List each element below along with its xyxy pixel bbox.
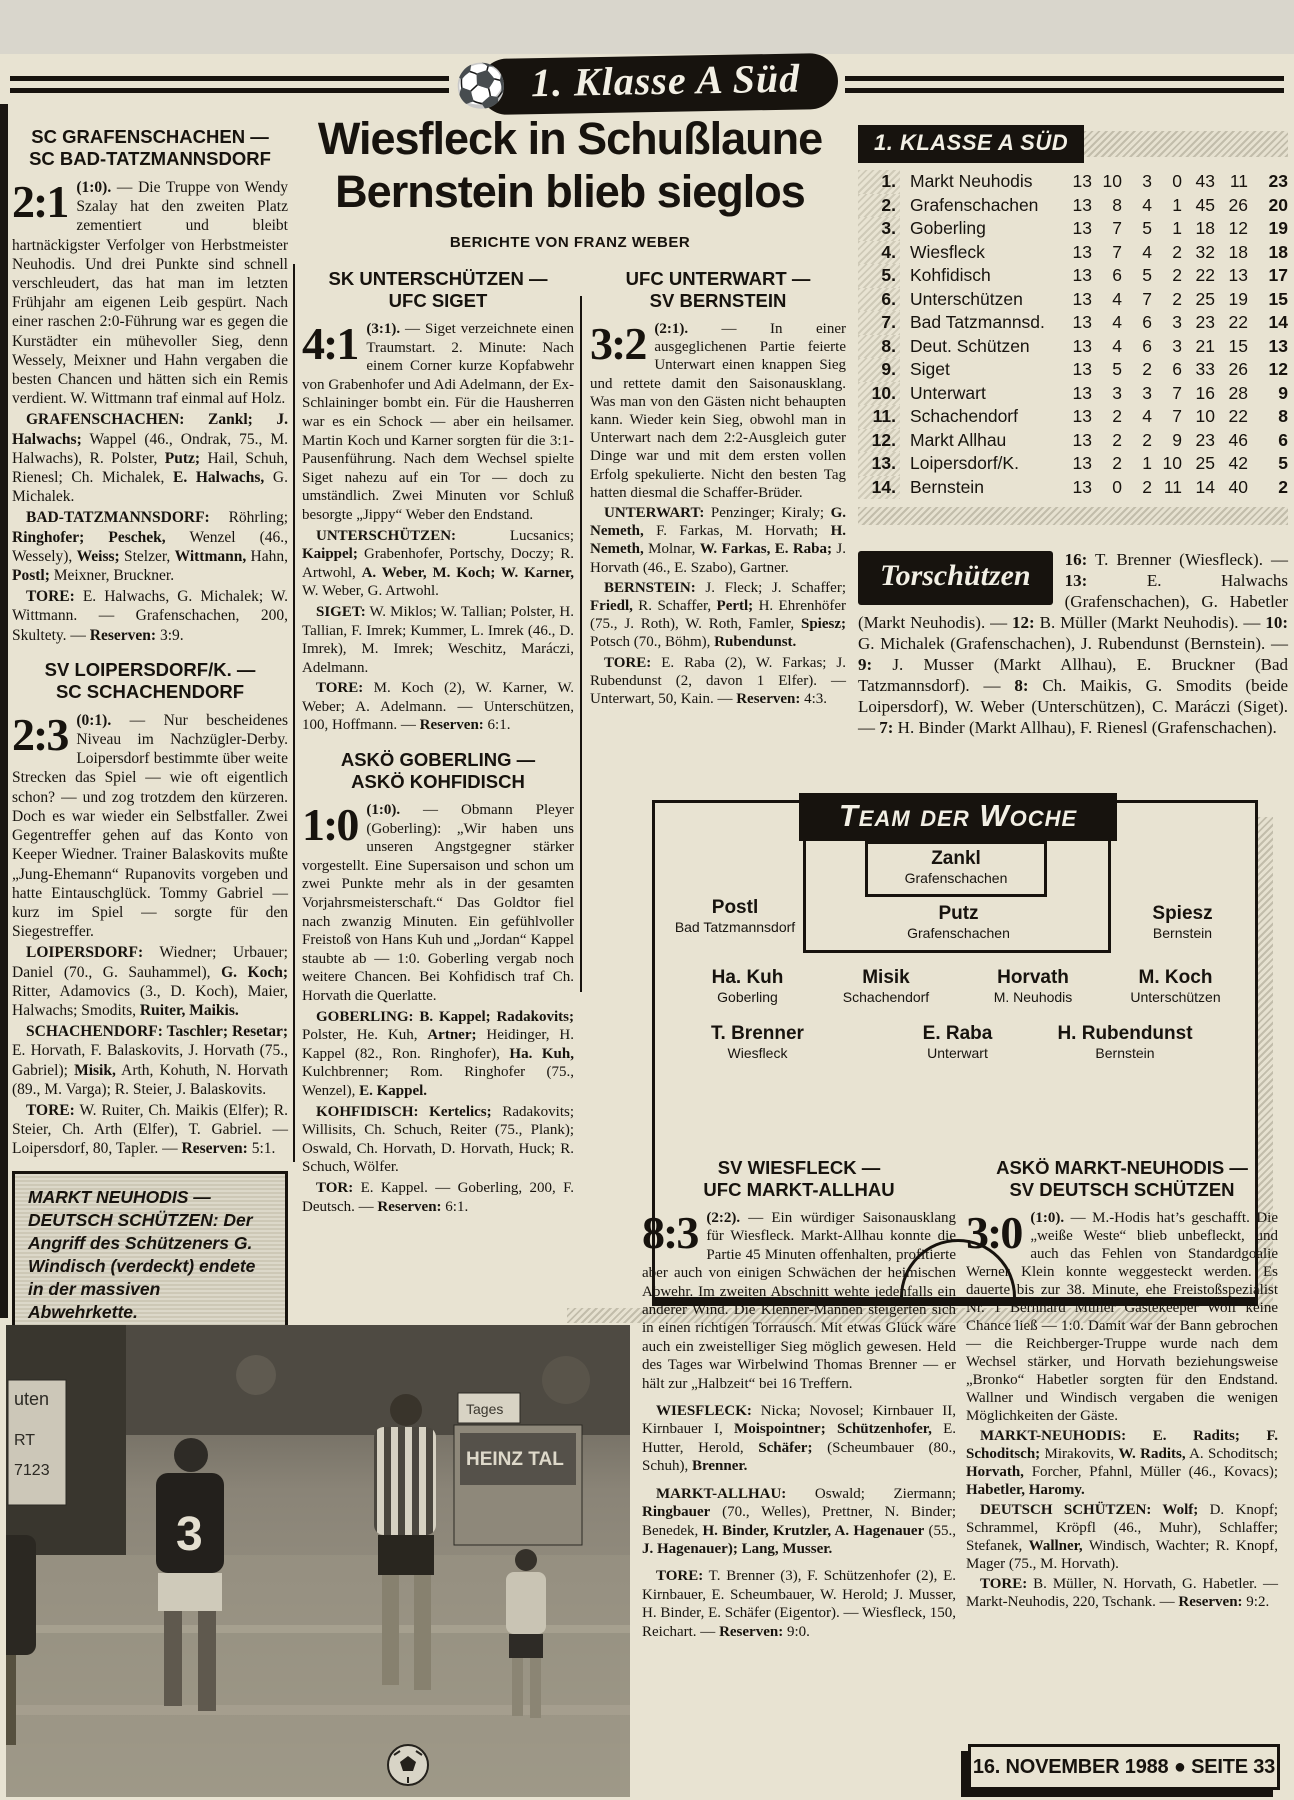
lineup-away: BERNSTEIN: J. Fleck; J. Schaffer; Friedl, R. Schaffer, Pertl; H. Ehrenhöfer (75., J. Roth), W. Roth, Famler, Spiesz; Potsch (70., Böhm), Rubendunst.	[590, 579, 847, 651]
table-cell-rank: 8.	[858, 335, 900, 359]
report-unterwart	[590, 268, 846, 708]
lineup-home: UNTERSCHÜTZEN: Lucsanics; Kaippel; Grabenhofer, Portschy, Doczy; R. Artwohl, A. Weber, M. Koch; W. Karner, W. Weber, G. Artwohl.	[302, 527, 575, 600]
table-cell-points: 5	[1278, 453, 1288, 473]
table-cell-wins: 4	[1112, 335, 1122, 356]
table-cell-draws: 3	[1142, 171, 1152, 191]
table-cell-losses: 9	[1172, 429, 1182, 450]
match-heading-line2: ASKÖ KOHFIDISCH	[351, 771, 525, 793]
table-cell-points: 19	[1268, 218, 1288, 238]
match-report-text: (1:0). — Obmann Pleyer (Goberling): „Wir haben uns unseren Angstgegner stärker vorgestellt. Eine Supersaison und schon um zwei Punkte mehr als in der gesamten Vorjahrsmeisterschaft.“ Das Goldtor fiel nach zwanzig Minuten. Ein gefühlvoller Freistoß von Hans Kuh und „Jordan“ Kappel staubte ab — 1:0. Goberling vergab noch weitere Chancen. Bei Kohfidisch traf Ch. Horvath die Querlatte.	[302, 802, 574, 1004]
league-table-banner: 1. KLASSE A SÜD	[858, 125, 1084, 163]
lineup-home: MARKT-NEUHODIS: E. Radits; F. Schoditsch; Mirakovits, W. Radits, A. Schoditsch; Horvath, Forcher, Pfahnl, Müller (46., Kovacs); Habetler, Haromy.	[966, 1428, 1278, 1498]
match-photo	[6, 1325, 630, 1797]
table-row	[858, 358, 1288, 382]
match-heading	[302, 268, 574, 312]
table-cell-goals-for: 23	[1195, 429, 1215, 450]
match-heading-line2: SC SCHACHENDORF	[55, 680, 245, 702]
match-report-body	[12, 708, 288, 941]
masthead	[10, 56, 1284, 112]
table-cell-wins: 4	[1112, 288, 1122, 309]
table-cell-games: 13	[1072, 429, 1092, 450]
team-week-player-misik	[806, 967, 966, 1005]
team-week-player-putz	[881, 903, 1036, 941]
match-heading	[966, 1157, 1278, 1201]
table-cell-wins: 10	[1102, 171, 1122, 191]
match-report-body	[590, 320, 846, 502]
table-cell-points: 2	[1278, 476, 1288, 497]
table-cell-goals-against: 13	[1228, 265, 1248, 285]
player-name: H. Rubendunst	[1057, 1023, 1193, 1044]
billboard-text: HEINZ TAL	[466, 1449, 564, 1470]
top-scorers-section	[858, 549, 1288, 738]
table-cell-rank: 1.	[858, 170, 900, 194]
table-cell-rank: 2.	[858, 194, 900, 218]
report-goberling	[302, 749, 574, 1216]
goals-line: TORE: E. Raba (2), W. Farkas; J. Rubendunst (2, davon 1 Elfer). — Unterwart, 50, Kain. — Reserven: 4:3.	[590, 654, 846, 708]
table-cell-losses: 1	[1172, 218, 1182, 238]
table-cell-draws: 1	[1142, 453, 1152, 473]
table-cell-games: 13	[1072, 241, 1092, 262]
masthead-badge	[454, 53, 839, 115]
table-cell-goals-against: 40	[1228, 476, 1248, 497]
table-cell-team: Unterschützen	[910, 288, 1023, 309]
match-heading-line2: SV BERNSTEIN	[649, 290, 787, 311]
team-week-player-rubendunst	[1035, 1023, 1215, 1061]
table-cell-goals-against: 28	[1228, 382, 1248, 403]
match-report-text: (1:0). — M.-Hodis hat’s geschafft. Die „weiße Weste“ blieb unbefleckt, und auch das Fehlen von Standardgoalie Werner Klein konnte weggesteckt werden. Es dauerte bis zur 38. Minute, ehe Freistoßspezialist Nr. 1 Bernhard Müller Gästekeeper Wolf keine Chance ließ — 1:0. Damit war der Bann gebrochen — die Reichberger-Truppe wurde nach dem Wechsel stärker, und Horvath beziehungsweise „Bronko“ Habetler sorgten für den Endstand. Wallner und Windisch vergaben die wenigen Möglichkeiten der Gäste.	[966, 1210, 1278, 1424]
table-cell-games: 13	[1072, 359, 1092, 379]
table-cell-points: 6	[1278, 429, 1288, 450]
table-cell-rank: 5.	[858, 264, 900, 288]
match-heading-line1: ASKÖ GOBERLING —	[340, 749, 536, 771]
table-cell-draws: 7	[1142, 288, 1152, 309]
match-report-text: (3:1). — Siget verzeichnete einen Traumstart. 2. Minute: Nach einem Corner kurze Kopfabwehr von Grabenhofer und Adi Adelmann, der Ex-Schlaininger bombt ein. Für die Hausherren war es ein Schock — aber ein heilsamer. Martin Koch und Karner sorgten für die 3:1-Pausenführung. Nach dem Wechsel spielte Siget nahezu auf ein Tor — doch zu umständlich. Zwei Minuten vor Schluß besorgte „Jippy“ Weber den Endstand.	[302, 321, 574, 523]
match-score: 2:1	[12, 176, 68, 227]
headline-line1: Wiesfleck in Schußlaune	[317, 113, 823, 164]
table-cell-rank: 4.	[858, 241, 900, 265]
match-score: 1:0	[302, 799, 358, 851]
table-cell-goals-against: 42	[1228, 453, 1248, 473]
player-club: Unterwart	[927, 1045, 988, 1061]
top-scorers-text: 16: T. Brenner (Wiesfleck). — 13: E. Halwachs (Grafenschachen), G. Habetler (Markt Neuhodis). — 12: B. Müller (Markt Neuhodis). — 10: G. Michalek (Grafenschachen), J. Rubendunst (Bernstein). — 9: J. Musser (Markt Allhau), E. Bruckner (Bad Tatzmannsdorf). — 8: Ch. Maikis, G. Smodits (beide Loipersdorf), W. Weber (Unterschützen), C. Maráczi (Siget). — 7: H. Binder (Markt Allhau), F. Rienesl (Grafenschachen).	[858, 550, 1289, 737]
lineup-home: WIESFLECK: Nicka; Novosel; Kirnbauer II, Kirnbauer I, Moispointner; Schützenhofer, E. Hutter, Herold, Schäfer; (Scheumbauer (80., Schuh), Brenner.	[642, 1403, 956, 1475]
match-heading-line2: SV DEUTSCH SCHÜTZEN	[1009, 1179, 1235, 1200]
goals-line: TORE: T. Brenner (3), F. Schützenhofer (2), E. Kirnbauer, E. Scheumbauer, W. Herold; J. Musser, H. Binder, E. Schäfer (Eigentor). — Wiesfleck, 150, Reichart. — Reserven: 9:0.	[642, 1568, 956, 1640]
player-club: Bernstein	[1095, 1045, 1155, 1061]
table-cell-losses: 2	[1172, 241, 1182, 262]
column-rule-left	[293, 264, 295, 1162]
table-cell-losses: 3	[1172, 312, 1182, 332]
table-cell-team: Schachendorf	[910, 406, 1018, 426]
player-club: Grafenschachen	[904, 870, 1008, 886]
report-wiesfleck	[642, 1157, 956, 1641]
table-cell-draws: 2	[1142, 429, 1152, 450]
player-club: Unterschützen	[1130, 989, 1221, 1005]
table-cell-points: 23	[1268, 171, 1288, 191]
table-cell-wins: 2	[1112, 429, 1122, 450]
player-name: Spiesz	[1152, 903, 1213, 924]
match-score: 3:2	[590, 318, 646, 369]
table-cell-team: Grafenschachen	[910, 194, 1039, 215]
table-cell-rank: 13.	[858, 452, 900, 476]
sign-text: RT	[14, 1432, 36, 1449]
table-cell-losses: 7	[1172, 382, 1182, 403]
goals-line: TOR: E. Kappel. — Goberling, 200, F. Deutsch. — Reserven: 6:1.	[302, 1179, 574, 1215]
match-heading-line2: UFC SIGET	[388, 290, 488, 311]
column-bottom-middle	[642, 1157, 956, 1641]
table-cell-wins: 4	[1112, 312, 1122, 332]
match-report-body	[302, 320, 574, 525]
table-cell-goals-for: 16	[1195, 382, 1215, 403]
match-score: 2:3	[12, 708, 68, 760]
headline-line2: Bernstein blieb sieglos	[335, 166, 805, 217]
table-row	[858, 241, 1288, 265]
byline: BERICHTE VON FRANZ WEBER	[449, 234, 691, 251]
table-cell-team: Bernstein	[910, 476, 984, 497]
table-cell-points: 17	[1268, 265, 1288, 285]
table-cell-team: Markt Neuhodis	[910, 171, 1033, 191]
table-row	[858, 194, 1288, 218]
table-cell-losses: 2	[1172, 265, 1182, 285]
sign-text: uten	[14, 1389, 50, 1409]
table-cell-draws: 4	[1142, 241, 1152, 262]
table-cell-points: 13	[1268, 335, 1288, 356]
team-week-player-zankl	[868, 848, 1044, 886]
goals-line: TORE: E. Halwachs, G. Michalek; W. Wittmann. — Grafenschachen, 200, Skultety. — Reserven: 3:9.	[12, 588, 288, 644]
match-report-text: (2:1). — In einer ausgeglichenen Partie feierte Unterwart einen knappen Sieg und rettete damit den Saisonausklang. Was man von den Gästen nicht behaupten kann. Wieder kein Sieg, obwohl man in Unterwart nach dem 2:2-Ausgleich guter Dinge war und mit dem ersten vollen Erfolg spekulierte. Nicht den besten Tag hatten diesmal die Schaffer-Brüder.	[590, 321, 846, 501]
table-cell-losses: 0	[1172, 171, 1182, 191]
table-cell-goals-for: 21	[1195, 335, 1215, 356]
table-cell-goals-for: 14	[1195, 476, 1215, 497]
player-club: Bad Tatzmannsdorf	[674, 919, 796, 935]
match-report-body	[966, 1209, 1278, 1425]
table-cell-goals-against: 15	[1228, 335, 1248, 356]
table-cell-losses: 2	[1172, 288, 1182, 309]
match-report-body	[12, 178, 288, 408]
lineup-away: DEUTSCH SCHÜTZEN: Wolf; D. Knopf; Schrammel, Kröpfl (46., Muhr), Schlaffer; Stefanek, Wallner, Windisch, Wachter; R. Knopf, Mager (75., M. Horvath).	[966, 1502, 1279, 1572]
sign-text: 7123	[14, 1462, 50, 1479]
match-score: 3:0	[966, 1207, 1022, 1258]
table-row	[858, 382, 1288, 406]
report-unterschuetzen	[302, 268, 574, 735]
table-cell-rank: 11.	[858, 405, 900, 429]
table-cell-team: Wiesfleck	[910, 241, 985, 262]
table-cell-team: Unterwart	[910, 382, 986, 403]
table-cell-points: 12	[1268, 359, 1288, 379]
league-table-header	[858, 124, 1288, 164]
table-cell-goals-against: 22	[1228, 406, 1248, 426]
photo-ball	[388, 1745, 428, 1785]
player-name: Zankl	[931, 848, 981, 869]
report-grafenschachen	[12, 126, 288, 645]
player-name: Ha. Kuh	[711, 967, 784, 988]
table-cell-goals-against: 26	[1228, 194, 1248, 215]
table-cell-goals-for: 22	[1195, 265, 1215, 285]
player-club: M. Neuhodis	[993, 989, 1073, 1005]
table-cell-goals-for: 18	[1195, 218, 1215, 238]
match-heading-line2: SC BAD-TATZMANNSDORF	[29, 148, 271, 169]
player-club: Schachendorf	[842, 989, 930, 1005]
table-cell-goals-against: 11	[1229, 171, 1248, 191]
player-club: Goberling	[717, 989, 778, 1005]
table-row	[858, 452, 1288, 476]
table-cell-points: 18	[1268, 241, 1288, 262]
report-loipersdorf	[12, 659, 288, 1159]
player-name: Misik	[862, 967, 910, 988]
team-week-player-brenner	[680, 1023, 835, 1061]
table-cell-goals-for: 10	[1195, 406, 1215, 426]
match-report-text: (1:0). — Die Truppe von Wendy Szalay hat den zweiten Platz zementiert und bleibt hartnäckigster Verfolger von Herbstmeister Neuhodis. Und drei Punkte sind schnell verschleudert, das hat man im letzten Frühjahr am eigenen Leib gespürt. Nach einer raschen 2:0-Führung war es gegen die Kurstädter ein mühevoller Sieg, denn Wessely, Meixner und Hahn vergaben die besten Chancen und hätten sich ein Remis verdient. W. Wittmann traf einmal auf Holz.	[12, 179, 288, 408]
team-week-player-koch	[1093, 967, 1258, 1005]
jersey-number: 3	[176, 1508, 203, 1561]
page-top-margin	[0, 0, 1294, 54]
table-cell-draws: 5	[1142, 265, 1152, 285]
table-cell-wins: 0	[1112, 476, 1122, 497]
table-cell-points: 14	[1268, 312, 1288, 332]
table-cell-draws: 4	[1142, 194, 1152, 215]
table-row	[858, 264, 1288, 288]
headline-block	[296, 112, 844, 252]
table-cell-goals-for: 23	[1195, 312, 1215, 332]
table-cell-team: Kohfidisch	[910, 265, 991, 285]
table-cell-points: 20	[1268, 194, 1288, 215]
goals-line: TORE: B. Müller, N. Horvath, G. Habetler. — Markt-Neuhodis, 220, Tschank. — Reserven: 9:2.	[966, 1576, 1278, 1610]
film-edge-strip	[0, 104, 8, 1318]
table-row	[858, 170, 1288, 194]
table-cell-team: Bad Tatzmannsd.	[910, 312, 1045, 332]
team-week-player-kuh	[670, 967, 825, 1005]
table-cell-rank: 6.	[858, 288, 900, 312]
table-cell-wins: 6	[1112, 265, 1122, 285]
match-heading	[12, 659, 288, 703]
match-heading-line1: SV WIESFLECK —	[717, 1157, 881, 1178]
table-cell-losses: 7	[1172, 406, 1182, 426]
table-cell-draws: 3	[1142, 382, 1152, 403]
lineup-away: MARKT-ALLHAU: Oswald; Ziermann; Ringbauer (70., Welles), Prettner, N. Binder; Benedek, H. Binder, Krutzler, A. Hagenauer (55., J. Hagenauer); Lang, Musser.	[642, 1485, 956, 1557]
table-row	[858, 335, 1288, 359]
table-cell-team: Goberling	[910, 218, 986, 238]
table-cell-goals-against: 26	[1228, 359, 1248, 379]
lineup-away: BAD-TATZMANNSDORF: Röhrling; Ringhofer; Peschek, Wenzel (46., Wessely), Weiss; Stelzer, Wittmann, Hahn, Postl; Meixner, Bruckner.	[12, 509, 289, 585]
table-row	[858, 476, 1288, 500]
table-cell-wins: 3	[1112, 382, 1122, 403]
table-cell-points: 15	[1268, 288, 1288, 309]
table-row	[858, 429, 1288, 453]
table-cell-games: 13	[1072, 453, 1092, 473]
match-heading	[302, 749, 574, 793]
lineup-home: GRAFENSCHACHEN: Zankl; J. Halwachs; Wappel (46., Ondrak, 75., M. Halwachs), R. Polster, Putz; Hail, Schuh, Rienesl; Ch. Michalek, E. Halwachs, G. Michalek.	[12, 411, 288, 506]
table-row	[858, 288, 1288, 312]
top-scorers-banner: Torschützen	[858, 551, 1053, 605]
player-name: T. Brenner	[711, 1023, 804, 1044]
table-cell-team: Deut. Schützen	[910, 335, 1030, 356]
team-week-player-spiesz	[1105, 903, 1260, 941]
table-cell-wins: 7	[1112, 218, 1122, 238]
table-cell-draws: 4	[1142, 406, 1152, 426]
table-row	[858, 311, 1288, 335]
player-name: Postl	[711, 897, 759, 918]
table-cell-wins: 8	[1112, 194, 1122, 215]
league-table-section	[858, 124, 1288, 738]
table-cell-goals-against: 12	[1228, 218, 1248, 238]
table-cell-games: 13	[1072, 312, 1092, 332]
player-name: Putz	[938, 903, 979, 924]
table-cell-goals-for: 43	[1195, 171, 1215, 191]
match-heading-line1: SK UNTERSCHÜTZEN —	[328, 268, 548, 289]
match-report-text: (2:2). — Ein würdiger Saisonausklang für Wiesfleck. Markt-Allhau konnte die Partie 45 Minuten offenhalten, profitierte aber auch von einigen Schwächen der heimischen Abwehr. Im zweiten Abschnitt wehte jedenfalls ein anderer Wind. Die Klenner-Mannen steigerten sich in einen richtigen Torrausch. Mit etwas Glück wäre auch ein zweistelliger Sieg möglich gewesen. Held des Tages war Wirbelwind Thomas Brenner — er hält zur „Halbzeit“ bei 16 Treffern.	[642, 1210, 956, 1392]
soccer-ball-icon: ⚽	[454, 60, 510, 111]
table-cell-goals-against: 19	[1228, 288, 1248, 309]
table-cell-wins: 2	[1112, 453, 1122, 473]
team-of-the-week-banner: Team der Woche	[799, 793, 1117, 841]
table-cell-losses: 6	[1172, 359, 1182, 379]
table-cell-points: 9	[1278, 382, 1288, 403]
lineup-home: GOBERLING: B. Kappel; Radakovits; Polster, He. Kuh, Artner; Heidinger, H. Kappel (82., Ron. Ringhofer), Ha. Kuh, Kulchbrenner; Rom. Ringhofer (75., Wenzel), E. Kappel.	[302, 1008, 574, 1099]
table-cell-wins: 2	[1112, 406, 1122, 426]
table-cell-games: 13	[1072, 288, 1092, 309]
table-cell-games: 13	[1072, 335, 1092, 356]
match-heading-line1: UFC UNTERWART —	[625, 268, 811, 289]
lineup-away: KOHFIDISCH: Kertelics; Radakovits; Willisits, Ch. Schuch, Reiter (75., Plank); Oswald, Ch. Horvath, D. Horvath, Huck; R. Schuch, Wölfer.	[302, 1103, 574, 1176]
table-cell-draws: 2	[1142, 359, 1152, 379]
table-cell-games: 13	[1072, 171, 1092, 191]
table-cell-wins: 7	[1112, 241, 1122, 262]
table-cell-losses: 11	[1163, 476, 1182, 497]
player-club: Grafenschachen	[907, 925, 1010, 941]
table-cell-goals-for: 25	[1195, 453, 1215, 473]
player-name: Horvath	[997, 967, 1069, 988]
match-heading	[12, 126, 288, 170]
table-cell-wins: 5	[1112, 359, 1122, 379]
banner-hatch-strip	[1084, 131, 1288, 157]
player-club: Wiesfleck	[727, 1045, 788, 1061]
table-cell-goals-against: 46	[1228, 429, 1248, 450]
table-cell-team: Siget	[910, 359, 950, 379]
table-cell-goals-against: 18	[1228, 241, 1248, 262]
sign-text: Tages	[466, 1401, 504, 1417]
page-footer	[968, 1744, 1280, 1790]
lineup-home: LOIPERSDORF: Wiedner; Urbauer; Daniel (70., G. Sauhammel), G. Koch; Ritter, Adamovics (3., D. Koch), Maier, Halwachs; Smodits, Ruiter, Maikis.	[12, 944, 288, 1019]
photo-caption-text: MARKT NEUHODIS — DEUTSCH SCHÜTZEN: Der Angriff des Schützeners G. Windisch (verdeckt) endete in der massiven Abwehrkette.	[28, 1186, 256, 1322]
masthead-title: 1. Klasse A Süd	[530, 55, 801, 106]
team-week-player-postl	[655, 897, 815, 935]
match-heading-line1: SV LOIPERSDORF/K. —	[44, 658, 256, 680]
match-heading	[642, 1157, 956, 1201]
match-heading-line1: SC GRAFENSCHACHEN —	[31, 126, 269, 147]
table-cell-rank: 3.	[858, 217, 900, 241]
table-cell-draws: 5	[1142, 218, 1152, 238]
table-cell-rank: 12.	[858, 429, 900, 453]
table-bottom-hatch-strip	[858, 507, 1288, 525]
table-cell-team: Loipersdorf/K.	[910, 453, 1019, 473]
table-cell-games: 13	[1072, 218, 1092, 238]
table-cell-games: 13	[1072, 382, 1092, 403]
match-heading-line1: ASKÖ MARKT-NEUHODIS —	[996, 1157, 1248, 1178]
lineup-away: SCHACHENDORF: Taschler; Resetar; E. Horvath, F. Balaskovits, J. Horvath (75., Gabriel); Misik, Arth, Kohuth, N. Horvath (89., M. Varga); R. Steier, J. Balaskovits.	[12, 1023, 289, 1098]
table-cell-games: 13	[1072, 265, 1092, 285]
table-cell-rank: 14.	[858, 476, 900, 500]
table-cell-goals-against: 22	[1228, 312, 1248, 332]
match-report-body	[302, 801, 574, 1006]
table-cell-points: 8	[1278, 406, 1288, 426]
masthead-rule-left	[10, 76, 449, 93]
league-table	[858, 170, 1288, 499]
column-bottom-right	[966, 1157, 1278, 1611]
table-cell-goals-for: 33	[1195, 359, 1215, 379]
goalkeeper-box	[865, 841, 1047, 897]
lineup-home: UNTERWART: Penzinger; Kiraly; G. Nemeth, F. Farkas, M. Horvath; H. Nemeth, Molnar, W. Farkas, E. Raba; J. Horvath (46., E. Szabo), Gartner.	[590, 505, 846, 576]
match-heading-line2: UFC MARKT-ALLHAU	[703, 1179, 895, 1200]
table-cell-rank: 7.	[858, 311, 900, 335]
table-cell-goals-for: 25	[1195, 288, 1215, 309]
goals-line: TORE: M. Koch (2), W. Karner, W. Weber; A. Adelmann. — Unterschützen, 100, Hoffmann. — Reserven: 6:1.	[302, 680, 574, 734]
team-week-player-raba	[880, 1023, 1035, 1061]
table-cell-goals-for: 32	[1195, 241, 1215, 262]
masthead-rule-right	[845, 76, 1284, 93]
column-rule-mid	[580, 296, 582, 992]
table-cell-draws: 6	[1142, 312, 1152, 332]
match-photo-art	[6, 1325, 630, 1797]
team-week-player-horvath	[953, 967, 1113, 1005]
match-score: 4:1	[302, 318, 358, 369]
lineup-away: SIGET: W. Miklos; W. Tallian; Polster, H. Tallian, F. Imrek; Kummer, L. Imrek (46., D. Imrek), M. Imrek; Weschitz, Maráczi, Adelmann.	[302, 603, 574, 676]
match-heading	[590, 268, 846, 312]
goals-line: TORE: W. Ruiter, Ch. Maikis (Elfer); R. Steier, Ch. Arth (Elfer), T. Gabriel. — Loipersdorf, 80, Tapler. — Reserven: 5:1.	[12, 1101, 288, 1158]
table-cell-draws: 6	[1142, 335, 1152, 356]
page-date-and-number: 16. NOVEMBER 1988 ● SEITE 33	[972, 1755, 1276, 1778]
table-row	[858, 405, 1288, 429]
match-score: 8:3	[642, 1207, 698, 1258]
player-name: M. Koch	[1138, 967, 1213, 988]
table-cell-games: 13	[1072, 194, 1092, 215]
table-row	[858, 217, 1288, 241]
table-cell-team: Markt Allhau	[910, 429, 1007, 450]
player-name: E. Raba	[922, 1023, 993, 1044]
table-cell-losses: 3	[1172, 335, 1182, 356]
table-cell-games: 13	[1072, 476, 1092, 497]
report-neuhodis	[966, 1157, 1278, 1611]
table-cell-rank: 9.	[858, 358, 900, 382]
table-cell-losses: 10	[1162, 453, 1182, 473]
table-cell-games: 13	[1072, 406, 1092, 426]
player-club: Bernstein	[1152, 925, 1213, 941]
match-report-body	[642, 1209, 956, 1393]
match-report-text: (0:1). — Nur bescheidenes Niveau im Nachzügler-Derby. Loipersdorf bestimmte über weite Strecken das Spiel — wie oft eigentlich schon? — und zog trotzdem den kürzeren. Doch es war wieder ein Selbstfaller. Zwei Gegentreffer gehen auf das Konto von Keeper Wiedner. Trainer Balaskovits mußte „Jung-Ehemann“ Rupanovits vorgeben und hatte Eintauschglück. Tommy Gabriel — kurz im Spiel — sorgte für den Siegestreffer.	[12, 711, 288, 941]
column-middle-right	[590, 268, 846, 708]
table-cell-goals-for: 45	[1195, 194, 1215, 215]
table-cell-losses: 1	[1172, 194, 1182, 215]
column-middle-left	[302, 268, 574, 1216]
column-left	[12, 126, 288, 1367]
table-cell-draws: 2	[1142, 476, 1152, 497]
table-cell-rank: 10.	[858, 382, 900, 406]
